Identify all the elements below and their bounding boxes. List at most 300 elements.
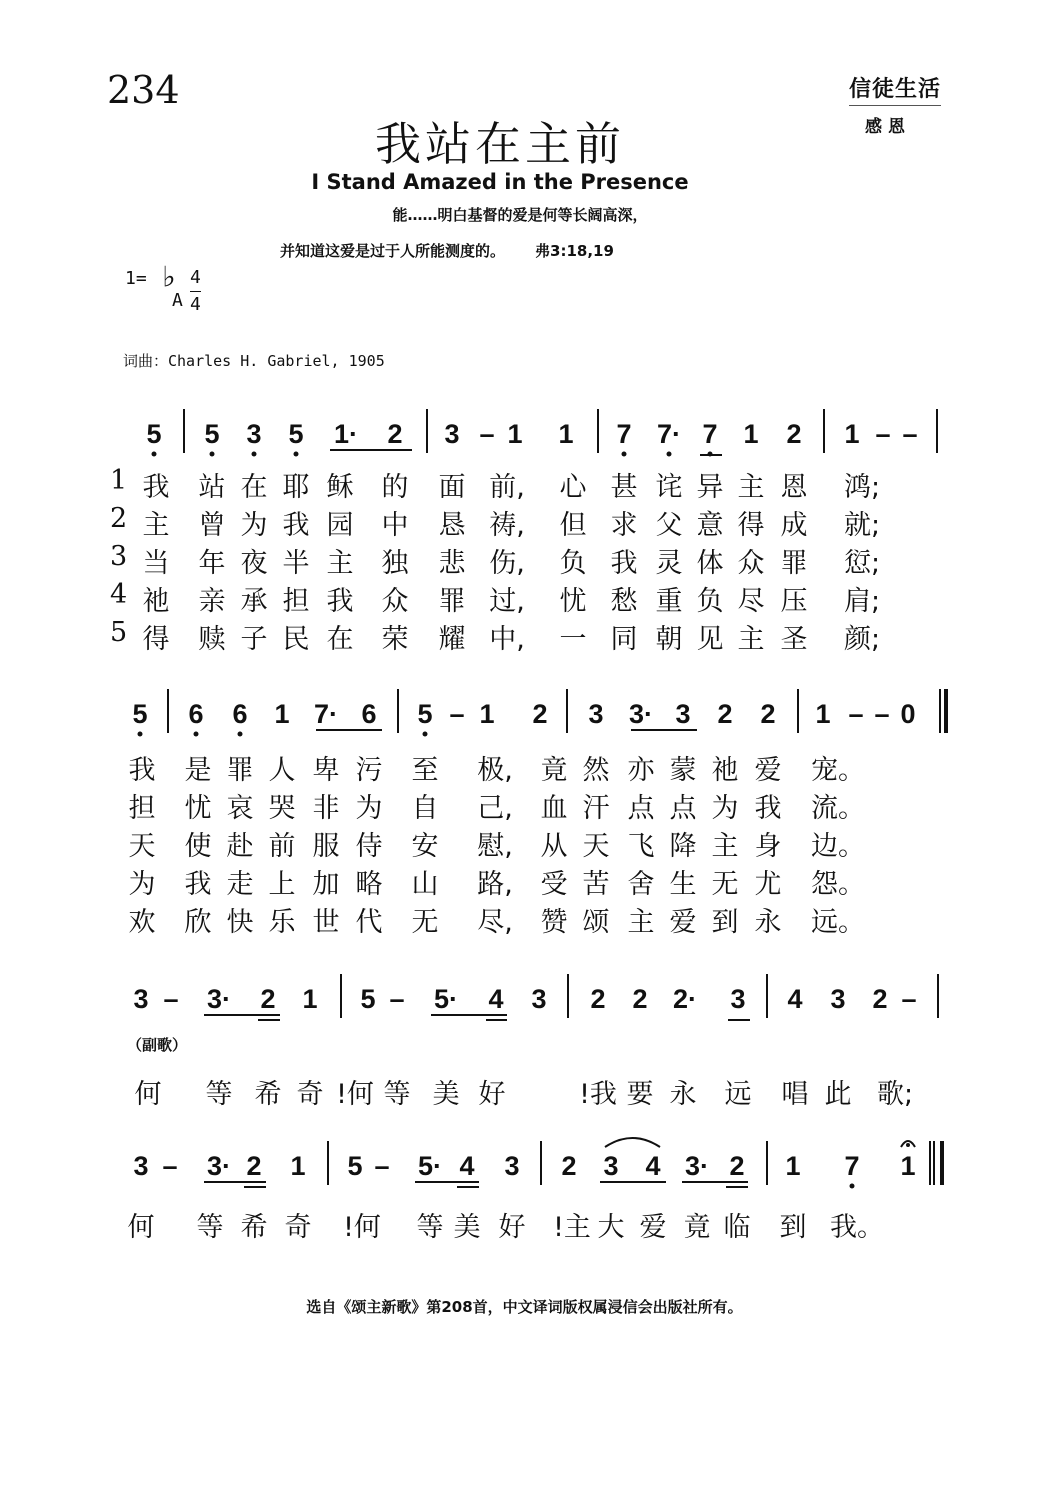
lyric-syllable: 父 bbox=[655, 510, 683, 541]
lyric-syllable: 是 bbox=[184, 755, 212, 786]
note: 3 bbox=[504, 1151, 520, 1181]
music-line-4 bbox=[0, 1135, 1049, 1205]
lyric-syllable: 血 bbox=[540, 793, 568, 824]
note: 7 bbox=[616, 419, 632, 449]
flat-icon: ♭ bbox=[160, 260, 179, 295]
lyric-syllable: 主 bbox=[142, 510, 170, 541]
note: 5 bbox=[417, 699, 433, 729]
note: 1 bbox=[900, 1151, 916, 1181]
lyric-syllable: 罪 bbox=[438, 586, 466, 617]
lyric-syllable: 到 bbox=[711, 907, 739, 938]
lyric-syllable: 祂 bbox=[711, 755, 739, 786]
lyric-line bbox=[0, 862, 1049, 900]
lyric-syllable: 甚 bbox=[610, 472, 638, 503]
note: 3· bbox=[206, 1151, 232, 1181]
lyric-syllable: 美 bbox=[432, 1079, 460, 1110]
lyric-syllable: 要 bbox=[626, 1079, 654, 1110]
lyric-syllable: 压 bbox=[780, 586, 808, 617]
lyric-syllable: 无 bbox=[411, 907, 439, 938]
lyric-syllable: 祷, bbox=[489, 510, 525, 541]
lyric-syllable: 受 bbox=[540, 869, 568, 900]
octave-dot bbox=[210, 452, 215, 457]
lyric-syllable: 夜 bbox=[240, 548, 268, 579]
lyric-syllable: 面 bbox=[438, 472, 466, 503]
lyric-syllable: 身 bbox=[754, 831, 782, 862]
lyric-syllable: 远。 bbox=[811, 907, 865, 938]
lyric-syllable: 竟 bbox=[683, 1212, 711, 1243]
lyric-line bbox=[0, 617, 1049, 655]
lyric-syllable: 好 bbox=[478, 1079, 506, 1110]
note: 7· bbox=[656, 419, 682, 449]
note: 1 bbox=[844, 419, 860, 449]
lyric-syllable: 灵 bbox=[655, 548, 683, 579]
note: 7 bbox=[844, 1151, 860, 1181]
lyric-syllable: 亲 bbox=[198, 586, 226, 617]
note: 3 bbox=[133, 984, 149, 1014]
lyric-syllable: 蒙 bbox=[669, 755, 697, 786]
lyric-syllable: 山 bbox=[411, 869, 439, 900]
lyric-line bbox=[0, 465, 1049, 503]
lyric-syllable: 走 bbox=[226, 869, 254, 900]
lyric-syllable: 尽 bbox=[737, 586, 765, 617]
verse-number: 3 bbox=[110, 541, 128, 572]
lyric-syllable: 耀 bbox=[438, 624, 466, 655]
lyric-syllable: 爱 bbox=[639, 1212, 667, 1243]
note: – bbox=[901, 984, 917, 1014]
lyric-syllable: 恳 bbox=[438, 510, 466, 541]
note: 1 bbox=[274, 699, 290, 729]
lyric-syllable: 苦 bbox=[582, 869, 610, 900]
time-bottom: 4 bbox=[190, 291, 201, 318]
lyric-syllable: 极, bbox=[477, 755, 513, 786]
octave-dot bbox=[238, 732, 243, 737]
note: 5 bbox=[204, 419, 220, 449]
scripture-text: 并知道这爱是过于人所能测度的。 bbox=[280, 242, 506, 260]
lyric-syllable: 心 bbox=[559, 472, 587, 503]
note: 2 bbox=[532, 699, 548, 729]
note: – bbox=[389, 984, 405, 1014]
lyric-syllable: 爱 bbox=[669, 907, 697, 938]
lyric-syllable: 好 bbox=[498, 1212, 526, 1243]
note: 2 bbox=[729, 1151, 745, 1181]
verse-number: 5 bbox=[110, 617, 128, 648]
lyric-syllable: 何 bbox=[127, 1212, 155, 1243]
lyric-syllable: 曾 bbox=[198, 510, 226, 541]
lyric-syllable: 愆; bbox=[843, 548, 881, 579]
note: 5 bbox=[347, 1151, 363, 1181]
note: – bbox=[902, 419, 918, 449]
note: 4 bbox=[645, 1151, 661, 1181]
lyric-syllable: 体 bbox=[696, 548, 724, 579]
lyric-syllable: 祂 bbox=[142, 586, 170, 617]
lyric-syllable: 世 bbox=[312, 907, 340, 938]
lyric-syllable: 赞 bbox=[540, 907, 568, 938]
lyric-syllable: 在 bbox=[326, 624, 354, 655]
note: – bbox=[848, 699, 864, 729]
key-letter: A bbox=[172, 290, 183, 311]
note: 5· bbox=[433, 984, 459, 1014]
scripture-line-1: 能……明白基督的爱是何等长阔高深， bbox=[392, 206, 648, 224]
lyric-syllable: 鸿; bbox=[843, 472, 881, 503]
lyric-syllable: 颜; bbox=[843, 624, 881, 655]
lyric-syllable: 我 bbox=[128, 755, 156, 786]
lyric-line bbox=[0, 1205, 1049, 1243]
lyric-syllable: 前 bbox=[268, 831, 296, 862]
lyric-syllable: 得 bbox=[737, 510, 765, 541]
lyric-syllable: 亦 bbox=[627, 755, 655, 786]
note: 1 bbox=[302, 984, 318, 1014]
key-signature bbox=[125, 260, 201, 315]
lyric-syllable: 尤 bbox=[754, 869, 782, 900]
lyric-syllable: 竟 bbox=[540, 755, 568, 786]
lyric-syllable: 略 bbox=[355, 869, 383, 900]
lyric-syllable: 见 bbox=[696, 624, 724, 655]
lyric-syllable: 侍 bbox=[355, 831, 383, 862]
lyric-syllable: 我 bbox=[282, 510, 310, 541]
note: 4 bbox=[488, 984, 504, 1014]
music-line-2 bbox=[0, 685, 1049, 755]
lyric-syllable: 大 bbox=[597, 1212, 625, 1243]
lyric-syllable: 众 bbox=[381, 586, 409, 617]
lyric-syllable: 边。 bbox=[811, 831, 865, 862]
lyric-syllable: 忧 bbox=[559, 586, 587, 617]
octave-dot bbox=[152, 452, 157, 457]
lyric-syllable: 肩; bbox=[843, 586, 881, 617]
verse-number: 2 bbox=[110, 503, 128, 534]
note: – bbox=[374, 1151, 390, 1181]
lyric-syllable: 同 bbox=[610, 624, 638, 655]
lyric-syllable: 过, bbox=[489, 586, 525, 617]
lyric-syllable: !何 bbox=[336, 1079, 374, 1110]
lyric-syllable: 独 bbox=[381, 548, 409, 579]
lyric-syllable: 众 bbox=[737, 548, 765, 579]
note: – bbox=[162, 1151, 178, 1181]
scripture-reference: 弗3:18,19 bbox=[535, 242, 614, 260]
note: 3 bbox=[588, 699, 604, 729]
octave-dot bbox=[423, 732, 428, 737]
octave-dot bbox=[138, 732, 143, 737]
lyric-syllable: 站 bbox=[198, 472, 226, 503]
scripture-line-2 bbox=[280, 240, 614, 261]
lyric-syllable: 爱 bbox=[754, 755, 782, 786]
lyric-syllable: 降 bbox=[669, 831, 697, 862]
lyric-syllable: 园 bbox=[326, 510, 354, 541]
note: – bbox=[449, 699, 465, 729]
lyric-syllable: 天 bbox=[582, 831, 610, 862]
lyric-syllable: !我 bbox=[579, 1079, 617, 1110]
note: 2· bbox=[672, 984, 698, 1014]
lyric-syllable: 颂 bbox=[582, 907, 610, 938]
note: 3· bbox=[684, 1151, 710, 1181]
lyric-syllable: 意 bbox=[696, 510, 724, 541]
lyric-syllable: 赴 bbox=[226, 831, 254, 862]
lyric-syllable: 流。 bbox=[811, 793, 865, 824]
note: 2 bbox=[260, 984, 276, 1014]
key-prefix: 1= bbox=[125, 268, 147, 289]
lyric-syllable: 服 bbox=[312, 831, 340, 862]
lyric-syllable: 一 bbox=[559, 624, 587, 655]
lyric-syllable: 在 bbox=[240, 472, 268, 503]
lyric-syllable: 奇 bbox=[284, 1212, 312, 1243]
octave-dot bbox=[622, 452, 627, 457]
lyric-syllable: 负 bbox=[696, 586, 724, 617]
copyright-footer: 选自《颂主新歌》第208首，中文译词版权属浸信会出版社所有。 bbox=[306, 1298, 743, 1316]
lyric-syllable: 成 bbox=[780, 510, 808, 541]
lyric-syllable: 我 bbox=[754, 793, 782, 824]
lyric-syllable: 当 bbox=[142, 548, 170, 579]
lyric-syllable: 代 bbox=[355, 907, 383, 938]
lyric-syllable: 非 bbox=[312, 793, 340, 824]
lyric-syllable: 远 bbox=[724, 1079, 752, 1110]
lyric-syllable: 慰, bbox=[477, 831, 513, 862]
lyric-syllable: 宠。 bbox=[811, 755, 865, 786]
composer-credit: 词曲：Charles H. Gabriel, 1905 bbox=[123, 352, 385, 370]
lyric-syllable: 等 bbox=[205, 1079, 233, 1110]
octave-dot bbox=[667, 452, 672, 457]
lyric-syllable: 为 bbox=[128, 869, 156, 900]
note: 2 bbox=[786, 419, 802, 449]
lyric-syllable: 担 bbox=[128, 793, 156, 824]
lyric-syllable: 为 bbox=[240, 510, 268, 541]
lyric-syllable: 我 bbox=[184, 869, 212, 900]
lyric-syllable: 负 bbox=[559, 548, 587, 579]
note: – bbox=[163, 984, 179, 1014]
lyric-syllable: 何 bbox=[134, 1079, 162, 1110]
lyric-syllable: 等 bbox=[196, 1212, 224, 1243]
lyric-syllable: 重 bbox=[655, 586, 683, 617]
lyric-syllable: 歌; bbox=[876, 1079, 914, 1110]
note: 2 bbox=[590, 984, 606, 1014]
note: 3· bbox=[628, 699, 654, 729]
lyric-syllable: 半 bbox=[282, 548, 310, 579]
lyric-syllable: 为 bbox=[711, 793, 739, 824]
lyric-syllable: 得 bbox=[142, 624, 170, 655]
lyric-syllable: 天 bbox=[128, 831, 156, 862]
lyric-syllable: 但 bbox=[559, 510, 587, 541]
note: 6 bbox=[232, 699, 248, 729]
note: 2 bbox=[717, 699, 733, 729]
lyric-syllable: 恩 bbox=[780, 472, 808, 503]
note: 3· bbox=[206, 984, 232, 1014]
note: 3 bbox=[531, 984, 547, 1014]
lyric-syllable: 快 bbox=[226, 907, 254, 938]
note: 5 bbox=[288, 419, 304, 449]
lyric-syllable: 飞 bbox=[627, 831, 655, 862]
lyric-syllable: 汗 bbox=[582, 793, 610, 824]
lyric-syllable: 等 bbox=[416, 1212, 444, 1243]
lyric-syllable: 异 bbox=[696, 472, 724, 503]
lyric-syllable: 主 bbox=[737, 472, 765, 503]
chorus-label: （副歌） bbox=[127, 1036, 188, 1054]
lyric-syllable: 稣 bbox=[326, 472, 354, 503]
note: 1 bbox=[558, 419, 574, 449]
lyric-syllable: 担 bbox=[282, 586, 310, 617]
subcategory-label: 感恩 bbox=[865, 117, 911, 137]
lyric-line bbox=[0, 541, 1049, 579]
lyric-syllable: 哀 bbox=[226, 793, 254, 824]
verse-number: 1 bbox=[110, 465, 128, 496]
lyric-syllable: 安 bbox=[411, 831, 439, 862]
note: 1 bbox=[507, 419, 523, 449]
lyric-syllable: 永 bbox=[669, 1079, 697, 1110]
note: 3 bbox=[444, 419, 460, 449]
note: 3 bbox=[603, 1151, 619, 1181]
note: 1· bbox=[333, 419, 359, 449]
lyric-syllable: 荣 bbox=[381, 624, 409, 655]
lyric-line bbox=[0, 900, 1049, 938]
lyric-syllable: 点 bbox=[669, 793, 697, 824]
lyric-syllable: 人 bbox=[268, 755, 296, 786]
lyric-syllable: 我 bbox=[326, 586, 354, 617]
lyric-syllable: 主 bbox=[711, 831, 739, 862]
lyric-syllable: 美 bbox=[453, 1212, 481, 1243]
lyric-syllable: 伤, bbox=[489, 548, 525, 579]
lyric-syllable: 舍 bbox=[627, 869, 655, 900]
lyric-syllable: 路, bbox=[477, 869, 513, 900]
music-line-3 bbox=[0, 970, 1049, 1040]
note: 5 bbox=[146, 419, 162, 449]
note: 2 bbox=[760, 699, 776, 729]
lyric-syllable: 前, bbox=[489, 472, 525, 503]
lyric-line bbox=[0, 579, 1049, 617]
tie-arc bbox=[605, 1138, 660, 1147]
lyric-syllable: 我。 bbox=[830, 1212, 884, 1243]
lyric-line bbox=[0, 503, 1049, 541]
note: 1 bbox=[743, 419, 759, 449]
note: 3 bbox=[675, 699, 691, 729]
lyric-syllable: 忧 bbox=[184, 793, 212, 824]
lyric-syllable: 使 bbox=[184, 831, 212, 862]
lyric-syllable: 等 bbox=[383, 1079, 411, 1110]
lyric-syllable: 点 bbox=[627, 793, 655, 824]
lyric-syllable: 哭 bbox=[268, 793, 296, 824]
lyric-syllable: 无 bbox=[711, 869, 739, 900]
note: 2 bbox=[561, 1151, 577, 1181]
lyric-syllable: 己, bbox=[477, 793, 513, 824]
lyric-syllable: 卑 bbox=[312, 755, 340, 786]
lyric-syllable: 然 bbox=[582, 755, 610, 786]
lyric-line bbox=[0, 748, 1049, 786]
note: – bbox=[875, 419, 891, 449]
octave-dot bbox=[850, 1184, 855, 1189]
lyric-syllable: 耶 bbox=[282, 472, 310, 503]
lyric-syllable: 民 bbox=[282, 624, 310, 655]
lyric-syllable: 中 bbox=[381, 510, 409, 541]
time-top: 4 bbox=[190, 267, 201, 288]
lyric-syllable: 乐 bbox=[268, 907, 296, 938]
lyric-syllable: 污 bbox=[355, 755, 383, 786]
note: 5· bbox=[417, 1151, 443, 1181]
lyric-syllable: 圣 bbox=[780, 624, 808, 655]
note: 4 bbox=[787, 984, 803, 1014]
lyric-line bbox=[0, 824, 1049, 862]
lyric-syllable: 我 bbox=[142, 472, 170, 503]
lyric-syllable: 朝 bbox=[655, 624, 683, 655]
lyric-syllable: 年 bbox=[198, 548, 226, 579]
lyric-syllable: 的 bbox=[381, 472, 409, 503]
note: 0 bbox=[900, 699, 916, 729]
note: 4 bbox=[459, 1151, 475, 1181]
lyric-syllable: 欢 bbox=[128, 907, 156, 938]
lyric-syllable: 子 bbox=[240, 624, 268, 655]
lyric-syllable: 承 bbox=[240, 586, 268, 617]
lyric-line bbox=[0, 786, 1049, 824]
note: 3 bbox=[730, 984, 746, 1014]
note: 1 bbox=[815, 699, 831, 729]
note: 2 bbox=[632, 984, 648, 1014]
lyric-line bbox=[0, 1072, 1049, 1110]
lyric-syllable: 罪 bbox=[226, 755, 254, 786]
lyric-syllable: 中, bbox=[489, 624, 525, 655]
lyric-syllable: 尽, bbox=[477, 907, 513, 938]
note: 1 bbox=[785, 1151, 801, 1181]
lyric-syllable: !何 bbox=[343, 1212, 381, 1243]
note: 5 bbox=[132, 699, 148, 729]
lyric-syllable: 到 bbox=[779, 1212, 807, 1243]
note: – bbox=[479, 419, 495, 449]
lyric-syllable: 从 bbox=[540, 831, 568, 862]
lyric-syllable: 欣 bbox=[184, 907, 212, 938]
english-title: I Stand Amazed in the Presence bbox=[311, 170, 689, 194]
hymn-title: 我站在主前 bbox=[375, 117, 625, 171]
lyric-syllable: 奇 bbox=[296, 1079, 324, 1110]
lyric-syllable: 唱 bbox=[781, 1079, 809, 1110]
lyric-syllable: 主 bbox=[627, 907, 655, 938]
lyric-syllable: 诧 bbox=[655, 472, 683, 503]
lyric-syllable: 生 bbox=[669, 869, 697, 900]
lyric-syllable: 悲 bbox=[438, 548, 466, 579]
note: 3 bbox=[133, 1151, 149, 1181]
lyric-syllable: 此 bbox=[824, 1079, 852, 1110]
lyric-syllable: 至 bbox=[411, 755, 439, 786]
lyric-syllable: 主 bbox=[737, 624, 765, 655]
lyric-syllable: 临 bbox=[723, 1212, 751, 1243]
lyric-syllable: !主 bbox=[553, 1212, 591, 1243]
lyric-syllable: 为 bbox=[355, 793, 383, 824]
time-signature bbox=[190, 265, 201, 318]
note: 7 bbox=[702, 419, 718, 449]
lyric-syllable: 永 bbox=[754, 907, 782, 938]
note: 3 bbox=[246, 419, 262, 449]
note: 7· bbox=[313, 699, 339, 729]
hymn-number: 234 bbox=[107, 68, 180, 112]
octave-dot bbox=[294, 452, 299, 457]
lyric-syllable: 求 bbox=[610, 510, 638, 541]
note: 2 bbox=[246, 1151, 262, 1181]
lyric-syllable: 主 bbox=[326, 548, 354, 579]
lyric-syllable: 赎 bbox=[198, 624, 226, 655]
category-label: 信徒生活 bbox=[849, 72, 941, 106]
lyric-syllable: 我 bbox=[610, 548, 638, 579]
lyric-syllable: 怨。 bbox=[811, 869, 865, 900]
lyric-syllable: 愁 bbox=[610, 586, 638, 617]
octave-dot bbox=[252, 452, 257, 457]
lyric-syllable: 自 bbox=[411, 793, 439, 824]
lyric-syllable: 上 bbox=[268, 869, 296, 900]
lyric-syllable: 希 bbox=[254, 1079, 282, 1110]
note: 2 bbox=[387, 419, 403, 449]
verse-number: 4 bbox=[110, 579, 128, 610]
lyric-syllable: 罪 bbox=[780, 548, 808, 579]
note: 3 bbox=[830, 984, 846, 1014]
note: 5 bbox=[360, 984, 376, 1014]
lyric-syllable: 加 bbox=[312, 869, 340, 900]
music-line-1 bbox=[0, 395, 1049, 465]
note: 6 bbox=[361, 699, 377, 729]
octave-dot bbox=[194, 732, 199, 737]
lyric-syllable: 希 bbox=[240, 1212, 268, 1243]
note: 2 bbox=[872, 984, 888, 1014]
